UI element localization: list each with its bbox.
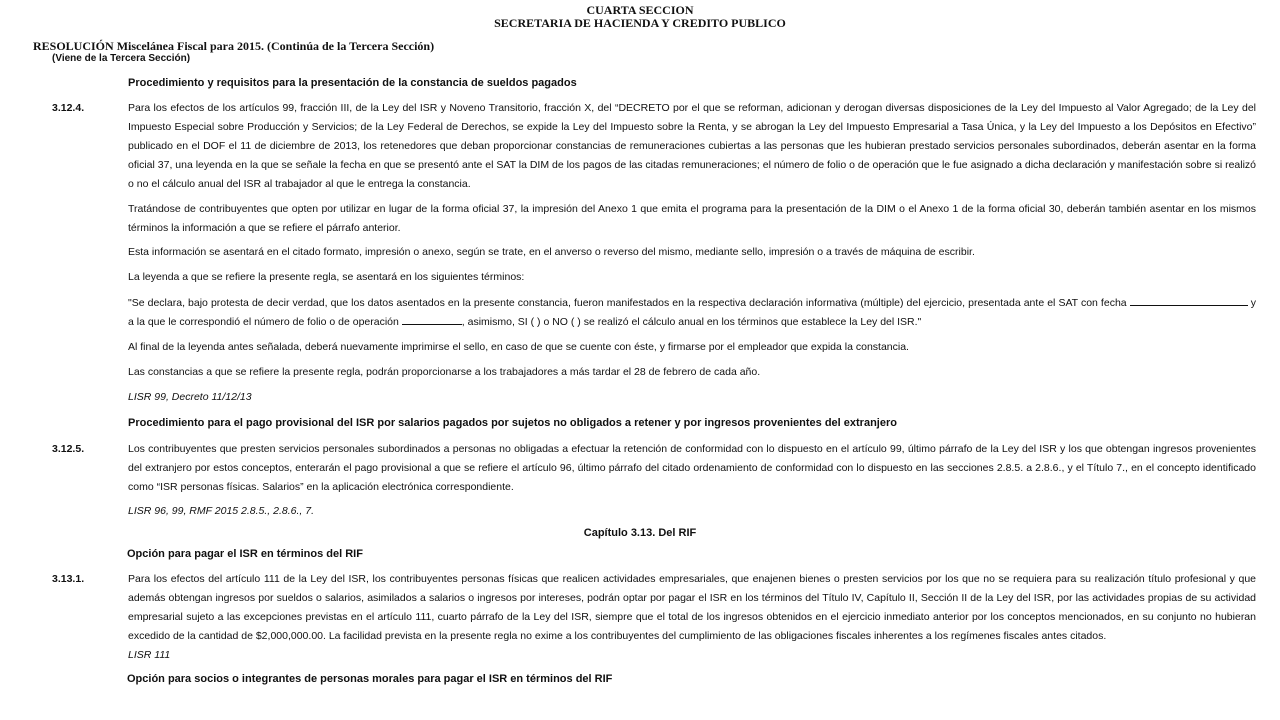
rule-number-3-13-1: 3.13.1. xyxy=(52,573,85,585)
heading-pago-provisional: Procedimiento para el pago provisional del ISR por salarios pagados por sujetos no obligados a retener y por ingresos provenientes del extranjero xyxy=(128,417,897,429)
rule-3-12-4-paragraph-2: Tratándose de contribuyentes que opten por utilizar en lugar de la forma oficial 37, la impresión del Anexo 1 que emita el programa para la presentación de la DIM o el Anexo 1 de la forma oficial 30, deberán también asentar en los mismos términos la información a que se refiere el párrafo anterior. xyxy=(128,203,1256,234)
heading-socios-rif: Opción para socios o integrantes de personas morales para pagar el ISR en términos del RIF xyxy=(127,673,613,685)
ministry-title: SECRETARIA DE HACIENDA Y CREDITO PUBLICO xyxy=(494,16,786,30)
continuation-note: (Viene de la Tercera Sección) xyxy=(52,53,191,64)
rule-3-12-4-reference: LISR 99, Decreto 11/12/13 xyxy=(128,391,252,403)
date-blank-line xyxy=(1130,294,1248,306)
resolution-rest: Miscelánea Fiscal para 2015. (Continúa de la Tercera Sección) xyxy=(113,39,435,53)
page-header xyxy=(0,0,1280,30)
rule-3-12-5-reference: LISR 96, 99, RMF 2015 2.8.5., 2.8.6., 7. xyxy=(128,505,315,517)
resolution-title xyxy=(33,39,434,54)
rule-3-12-4-paragraph-1: Para los efectos de los artículos 99, fracción III, de la Ley del ISR y Noveno Transitorio, fracción X, del “DECRETO por el que se reforman, adicionan y derogan diversas disposiciones de la Ley del Impuesto al Valor Agregado; de la Ley del Impuesto Especial sobre Producción y Servicios; de la Ley Federal de Derechos, se expide la Ley del Impuesto sobre la Renta, y se abrogan la Ley del Impuesto Empresarial a Tasa Única, y la Ley del Impuesto a los Depósitos en Efectivo” publicado en el DOF el 11 de diciembre de 2013, los retenedores que deban proporcionar constancias de remuneraciones cubiertas a las personas que les hubieran prestado servicios personales subordinados, deberán asentar en la forma oficial 37, una leyenda en la que se señale la fecha en que se presentó ante el SAT la DIM de los pagos de las citadas remuneraciones; el número de folio o de operación que le fue asignado a dicha declaración y manifestación sobre si realizó o no el cálculo anual del ISR al trabajador al que le entrega la constancia. xyxy=(128,102,1256,190)
chapter-title: Capítulo 3.13. Del RIF xyxy=(583,527,697,539)
heading-constancia-sueldos: Procedimiento y requisitos para la presentación de la constancia de sueldos pagados xyxy=(128,77,577,89)
rule-3-12-5-paragraph-1: Los contribuyentes que presten servicios personales subordinados a personas no obligadas a efectuar la retención de conformidad con lo dispuesto en el artículo 99, último párrafo de la Ley del ISR y los que obtengan ingresos provenientes del extranjero por estos conceptos, enterarán el pago provisional a que se refiere el artículo 96, último párrafo del citado ordenamiento de conformidad con lo dispuesto en las secciones 2.8.5. a 2.8.6., y el Título 7., en el concepto identificado como “ISR personas físicas. Salarios” en la aplicación electrónica correspondiente. xyxy=(128,443,1256,493)
heading-opcion-rif: Opción para pagar el ISR en términos del RIF xyxy=(127,548,363,560)
rule-3-13-1-paragraph-1: Para los efectos del artículo 111 de la Ley del ISR, los contribuyentes personas físicas que realicen actividades empresariales, que enajenen bienes o presten servicios por los que no se requiera para su realización título profesional y que además obtengan ingresos por sueldos o salarios, asimilados a salarios o ingresos por intereses, podrán optar por pagar el ISR en los términos del Título IV, Capítulo II, Sección II de la Ley del ISR, por las actividades propias de su actividad empresarial sujeto a las excepciones previstas en el artículo 111, cuarto párrafo de la Ley del ISR, siempre que el total de los ingresos obtenidos en el ejercicio inmediato anterior por los conceptos mencionados, en su conjunto no hubieran excedido de la cantidad de $2,000,000.00. La facilidad prevista en la presente regla no exime a los contribuyentes del cumplimiento de las obligaciones fiscales inherentes a los regímenes fiscales antes citados. xyxy=(128,573,1256,642)
legend-part-3: , asimismo, SI ( ) o NO ( ) se realizó el cálculo anual en los términos que establece la Ley del ISR." xyxy=(461,316,922,328)
rule-3-12-4-paragraph-3: Esta información se asentará en el citado formato, impresión o anexo, según se trate, en el anverso o reverso del mismo, mediante sello, impresión o a través de máquina de escribir. xyxy=(128,246,975,258)
rule-number-3-12-4: 3.12.4. xyxy=(52,102,85,114)
rule-3-13-1-reference: LISR 111 xyxy=(128,649,171,661)
rule-3-12-4-paragraph-4: La leyenda a que se refiere la presente regla, se asentará en los siguientes términos: xyxy=(128,271,525,283)
section-title: CUARTA SECCION xyxy=(586,3,694,17)
legend-part-2: y a la que le correspondió el número de folio o de operación xyxy=(128,297,1256,328)
rule-3-12-4-legend xyxy=(128,294,1256,332)
resolution-bold-word: RESOLUCIÓN xyxy=(33,39,114,53)
rule-3-12-4-paragraph-6: Al final de la leyenda antes señalada, deberá nuevamente imprimirse el sello, en caso de que se cuente con éste, y firmarse por el empleador que expida la constancia. xyxy=(128,341,909,353)
rule-3-12-4-paragraph-7: Las constancias a que se refiere la presente regla, podrán proporcionarse a los trabajadores a más tardar el 28 de febrero de cada año. xyxy=(128,366,761,378)
rule-number-3-12-5: 3.12.5. xyxy=(52,443,85,455)
legend-part-1: "Se declara, bajo protesta de decir verdad, que los datos asentados en la presente constancia, fueron manifestados en la respectiva declaración informativa (múltiple) del ejercicio, presentada ante el SAT con fecha xyxy=(128,297,1130,309)
folio-blank-line xyxy=(402,313,462,325)
